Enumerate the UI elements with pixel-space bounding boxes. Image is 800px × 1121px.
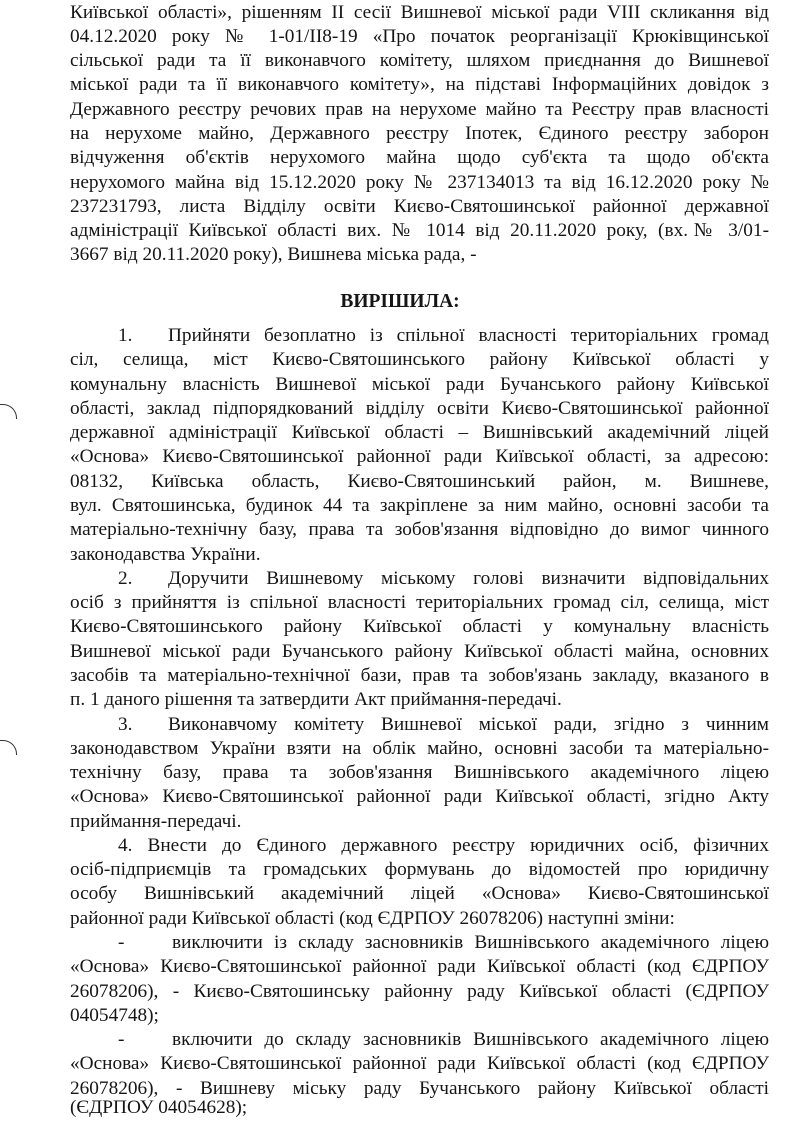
binder-hole-mark — [0, 404, 17, 419]
bullet-dash: - — [118, 932, 125, 953]
item-3-line — [118, 713, 769, 737]
intro-line: на нерухоме майно, Державного реєстру Іпотек, Єдиного реєстру заборон — [70, 123, 769, 144]
item-1-line: вул. Святошинська, будинок 44 та закріплене за ним майно, основні засоби та — [70, 495, 769, 516]
item-3-line: технічну базу, права та зобов'язання Вишнівського академічного ліцею — [70, 762, 769, 783]
item-2-line: Києво-Святошинського району Київської області у комунальну власність — [70, 616, 769, 637]
item-2-line: п. 1 даного рішення та затвердити Акт приймання-передачі. — [70, 689, 562, 710]
intro-line: Київської області», рішенням ІІ сесії Вишневої міської ради VIII скликання від — [70, 2, 769, 23]
bullet-1-line: «Основа» Києво-Святошинської районної ради Київської області (код ЄДРПОУ — [70, 956, 769, 977]
bullet-2-line: «Основа» Києво-Святошинської районної ради Київської області (код ЄДРПОУ — [70, 1053, 769, 1074]
intro-line: 3667 від 20.11.2020 року), Вишнева міська рада, - — [70, 244, 477, 265]
bullet-2-line: (ЄДРПОУ 04054628); — [70, 1097, 248, 1118]
item-4-line: 4. Внести до Єдиного державного реєстру юридичних осіб, фізичних — [118, 835, 769, 856]
item-3-first-text: Виконавчому комітету Вишневої міської ради, згідно з чинним — [168, 714, 769, 735]
item-3-line: приймання-передачі. — [70, 811, 242, 832]
item-1-line: «Основа» Києво-Святошинської районної ради Київської області, за адресою: — [70, 446, 769, 467]
intro-line: Державного реєстру речових прав на нерухоме майно та Реєстру прав власності — [70, 99, 769, 120]
item-2-first-text: Доручити Вишневому міському голові визначити відповідальних — [168, 568, 769, 589]
bullet-2-line: 26078206), - Вишневу міську раду Бучанського району Київської області — [70, 1078, 769, 1099]
item-2-line: засобів та матеріально-технічної бази, прав та зобов'язань закладу, вказаного в — [70, 665, 769, 686]
intro-line: 237231793, листа Відділу освіти Києво-Святошинської районної державної — [70, 196, 769, 217]
bullet-dash: - — [118, 1029, 125, 1050]
bullet-1-line: 26078206), - Києво-Святошинську районну раду Київської області (ЄДРПОУ — [70, 981, 769, 1002]
bullet-1-line: 04054748); — [70, 1005, 159, 1026]
binder-hole-mark — [0, 740, 17, 755]
item-1-number: 1. — [118, 325, 133, 346]
item-1-line — [118, 324, 769, 348]
bullet-1-line: виключити із складу засновників Вишнівського академічного ліцею — [172, 932, 769, 953]
item-1-line: матеріально-технічну базу, права та зобов'язання відповідно до вимог чинного — [70, 519, 769, 540]
decision-heading: ВИРІШИЛА: — [340, 291, 460, 312]
item-4-line: районної ради Київської області (код ЄДРПОУ 26078206) наступні зміни: — [70, 908, 675, 929]
intro-line: нерухомого майна від 15.12.2020 року № 237134013 та від 16.12.2020 року № — [70, 172, 769, 193]
item-3-line: законодавством України взяти на облік майно, основні засоби та матеріально- — [70, 738, 769, 759]
intro-line: сільської ради та її виконавчого комітету, шляхом приєднання до Вишневої — [70, 50, 769, 71]
intro-line: відчуження об'єктів нерухомого майна щодо суб'єкта та щодо об'єкта — [70, 147, 769, 168]
item-1-line: області, заклад підпорядкований відділу освіти Києво-Святошинської районної — [70, 398, 769, 419]
item-1-line: сіл, селища, міст Києво-Святошинського району Київської області у — [70, 349, 769, 370]
item-4-line: особу Вишнівський академічний ліцей «Основа» Києво-Святошинської — [70, 883, 769, 904]
item-3-number: 3. — [118, 714, 133, 735]
bullet-2-line: включити до складу засновників Вишнівського академічного ліцею — [172, 1029, 769, 1050]
item-4-line: осіб-підприємців та громадських формувань до відомостей про юридичну — [70, 859, 769, 880]
item-2-number: 2. — [118, 568, 133, 589]
intro-line: адміністрації Київської області вих. № 1014 від 20.11.2020 року, (вх.№ 3/01- — [70, 220, 769, 241]
item-1-line: державної адміністрації Київської області – Вишнівський академічний ліцей — [70, 422, 769, 443]
item-1-first-text: Прийняти безоплатно із спільної власності територіальних громад — [168, 325, 769, 346]
item-2-line: Вишневої міської ради Бучанського району Київської області майна, основних — [70, 641, 769, 662]
item-1-line: 08132, Київська область, Києво-Святошинський район, м. Вишневе, — [70, 471, 769, 492]
item-1-line: комунальну власність Вишневої міської ради Бучанського району Київської — [70, 374, 769, 395]
intro-line: 04.12.2020 року № 1-01/ІІ8-19 «Про початок реорганізації Крюківщинської — [70, 26, 769, 47]
intro-line: міської ради та її виконавчого комітету», на підставі Інформаційних довідок з — [70, 74, 769, 95]
item-1-line: законодавства України. — [70, 544, 261, 565]
item-2-line: осіб з прийняття із спільної власності територіальних громад сіл, селища, міст — [70, 592, 769, 613]
item-2-line — [118, 567, 769, 591]
item-3-line: «Основа» Києво-Святошинської районної ради Київської області, згідно Акту — [70, 786, 769, 807]
